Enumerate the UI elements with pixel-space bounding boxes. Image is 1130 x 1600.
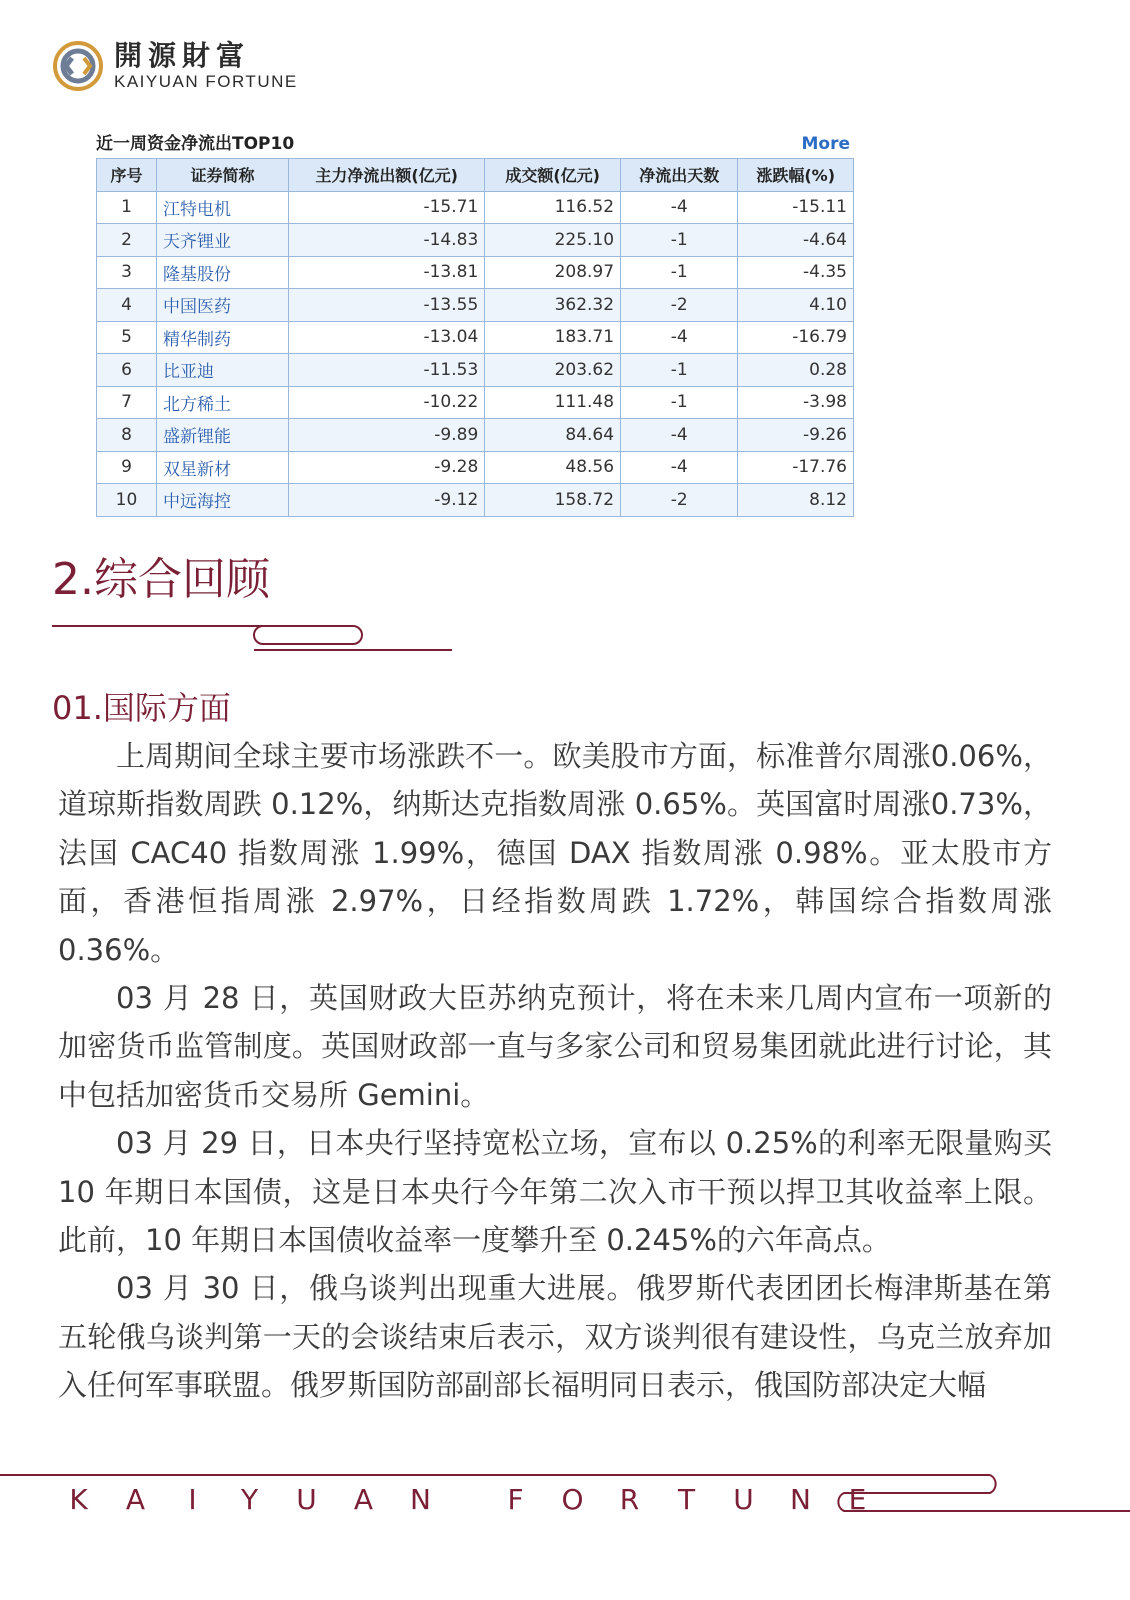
cell-turnover: 225.10 — [485, 224, 621, 257]
cell-net-outflow: -11.53 — [289, 354, 485, 387]
cell-net-outflow: -13.55 — [289, 289, 485, 322]
cell-security-name[interactable]: 江特电机 — [157, 191, 289, 224]
header-index: 序号 — [97, 159, 157, 192]
table-row — [97, 451, 854, 484]
cell-outflow-days: -4 — [621, 321, 738, 354]
footer-letter: A — [353, 1483, 374, 1516]
footer-letter: O — [561, 1483, 584, 1516]
paragraph: 03 月 28 日，英国财政大臣苏纳克预计，将在未来几周内宣布一项新的加密货币监管制度。英国财政部一直与多家公司和贸易集团就此进行讨论，其中包括加密货币交易所 Gemini。 — [58, 981, 1052, 1112]
section-title: 2.综合回顾 — [52, 554, 270, 605]
subsection-title: 01.国际方面 — [52, 689, 231, 727]
footer-letter: R — [619, 1483, 640, 1516]
table-title: 近一周资金净流出TOP10 — [96, 134, 295, 154]
cell-security-name[interactable]: 隆基股份 — [157, 256, 289, 289]
logo-en-text: KAIYUAN FORTUNE — [114, 72, 298, 91]
cell-index: 3 — [97, 256, 157, 289]
cell-net-outflow: -13.04 — [289, 321, 485, 354]
table-row — [97, 289, 854, 322]
cell-index: 5 — [97, 321, 157, 354]
cell-turnover: 183.71 — [485, 321, 621, 354]
cell-outflow-days: -4 — [621, 451, 738, 484]
cell-outflow-days: -1 — [621, 386, 738, 419]
cell-index: 7 — [97, 386, 157, 419]
cell-index: 2 — [97, 224, 157, 257]
footer-letter: N — [410, 1483, 431, 1516]
cell-change: -17.76 — [738, 451, 854, 484]
cell-change: 8.12 — [738, 484, 854, 517]
table-row — [97, 191, 854, 224]
table-row — [97, 386, 854, 419]
cell-security-name[interactable]: 精华制药 — [157, 321, 289, 354]
footer-letter: F — [507, 1483, 524, 1516]
header-net-outflow: 主力净流出额(亿元) — [289, 159, 485, 192]
paragraph: 上周期间全球主要市场涨跌不一。欧美股市方面，标准普尔周涨0.06%，道琼斯指数周跌 0.12%，纳斯达克指数周涨 0.65%。英国富时周涨0.73%，法国 CAC40 指数周涨 1.99%，德国 DAX 指数周涨 0.98%。亚太股市方面，香港恒指周涨 2.97%，日经指数周跌 1.72%，韩国综合指数周涨0.36%。 — [58, 739, 1052, 967]
cell-outflow-days: -1 — [621, 354, 738, 387]
cell-change: 4.10 — [738, 289, 854, 322]
cell-net-outflow: -9.89 — [289, 419, 485, 452]
cell-security-name[interactable]: 北方稀土 — [157, 386, 289, 419]
footer-letter: Y — [240, 1483, 259, 1516]
footer-brand-text — [50, 1483, 886, 1516]
cell-turnover: 116.52 — [485, 191, 621, 224]
cell-turnover: 158.72 — [485, 484, 621, 517]
header-name: 证券简称 — [157, 159, 289, 192]
footer-letter: U — [733, 1483, 754, 1516]
table-row — [97, 484, 854, 517]
table-row — [97, 256, 854, 289]
table-row — [97, 321, 854, 354]
net-outflow-table-block — [96, 128, 856, 517]
cell-security-name[interactable]: 天齐锂业 — [157, 224, 289, 257]
cell-change: -4.64 — [738, 224, 854, 257]
table-row — [97, 419, 854, 452]
cell-index: 4 — [97, 289, 157, 322]
header-turnover: 成交额(亿元) — [485, 159, 621, 192]
footer-letter: A — [125, 1483, 146, 1516]
cell-index: 1 — [97, 191, 157, 224]
cell-index: 10 — [97, 484, 157, 517]
logo-cn-text: 開源財富 — [114, 39, 251, 72]
cell-turnover: 362.32 — [485, 289, 621, 322]
cell-security-name[interactable]: 中远海控 — [157, 484, 289, 517]
cell-index: 8 — [97, 419, 157, 452]
cell-change: -3.98 — [738, 386, 854, 419]
cell-change: -15.11 — [738, 191, 854, 224]
cell-security-name[interactable]: 比亚迪 — [157, 354, 289, 387]
cell-turnover: 208.97 — [485, 256, 621, 289]
header-change: 涨跌幅(%) — [738, 159, 854, 192]
kaiyuan-logo-icon — [52, 40, 104, 92]
cell-change: 0.28 — [738, 354, 854, 387]
footer-letter — [449, 1483, 487, 1516]
paragraph: 03 月 30 日，俄乌谈判出现重大进展。俄罗斯代表团团长梅津斯基在第五轮俄乌谈判第一天的会谈结束后表示，双方谈判很有建设性，乌克兰放弃加入任何军事联盟。俄罗斯国防部副部长福明同日表示，俄国防部决定大幅 — [58, 1271, 1052, 1403]
cell-turnover: 48.56 — [485, 451, 621, 484]
cell-turnover: 84.64 — [485, 419, 621, 452]
footer-letter: T — [677, 1483, 696, 1516]
cell-change: -16.79 — [738, 321, 854, 354]
brand-logo — [52, 40, 298, 92]
cell-outflow-days: -4 — [621, 419, 738, 452]
net-outflow-table — [96, 158, 854, 517]
cell-net-outflow: -14.83 — [289, 224, 485, 257]
section-divider — [52, 620, 452, 660]
footer-letter: U — [296, 1483, 317, 1516]
footer-letter: K — [69, 1483, 88, 1516]
cell-security-name[interactable]: 盛新锂能 — [157, 419, 289, 452]
cell-net-outflow: -10.22 — [289, 386, 485, 419]
cell-net-outflow: -9.28 — [289, 451, 485, 484]
cell-outflow-days: -1 — [621, 256, 738, 289]
cell-change: -9.26 — [738, 419, 854, 452]
cell-outflow-days: -4 — [621, 191, 738, 224]
article-body — [58, 732, 1052, 1410]
cell-outflow-days: -1 — [621, 224, 738, 257]
footer-letter: E — [848, 1483, 867, 1516]
cell-index: 9 — [97, 451, 157, 484]
more-link[interactable]: More — [801, 134, 850, 154]
cell-security-name[interactable]: 双星新材 — [157, 451, 289, 484]
paragraph: 03 月 29 日，日本央行坚持宽松立场，宣布以 0.25%的利率无限量购买10 年期日本国债，这是日本央行今年第二次入市干预以捍卫其收益率上限。此前，10 年期日本国债收益率一度攀升至 0.245%的六年高点。 — [58, 1126, 1052, 1258]
table-row — [97, 354, 854, 387]
footer-letter: N — [790, 1483, 811, 1516]
cell-index: 6 — [97, 354, 157, 387]
header-days: 净流出天数 — [621, 159, 738, 192]
table-header-row — [97, 159, 854, 192]
cell-outflow-days: -2 — [621, 289, 738, 322]
table-row — [97, 224, 854, 257]
cell-security-name[interactable]: 中国医药 — [157, 289, 289, 322]
cell-turnover: 203.62 — [485, 354, 621, 387]
cell-turnover: 111.48 — [485, 386, 621, 419]
cell-outflow-days: -2 — [621, 484, 738, 517]
cell-net-outflow: -13.81 — [289, 256, 485, 289]
cell-net-outflow: -15.71 — [289, 191, 485, 224]
cell-change: -4.35 — [738, 256, 854, 289]
cell-net-outflow: -9.12 — [289, 484, 485, 517]
footer-letter: I — [188, 1483, 197, 1516]
